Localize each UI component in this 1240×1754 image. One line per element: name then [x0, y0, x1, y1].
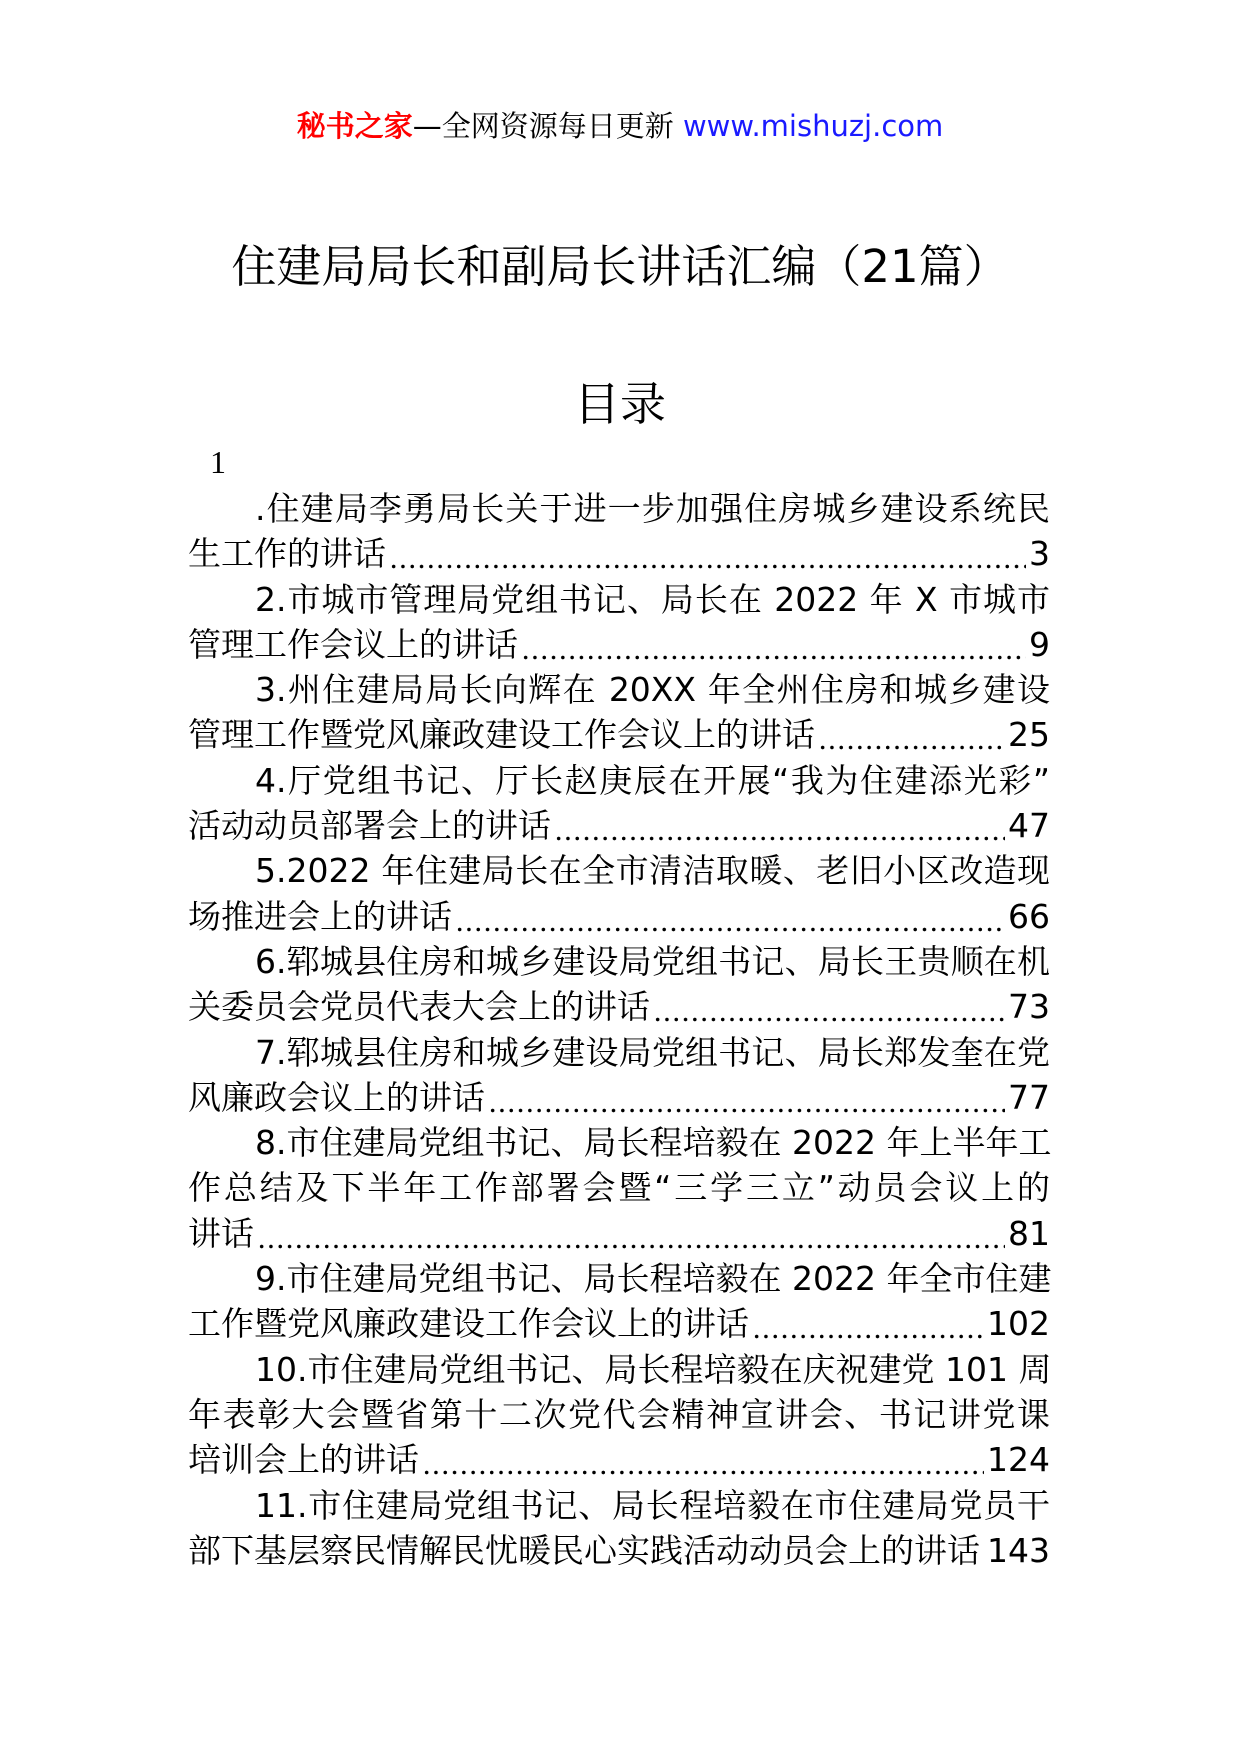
toc-entry-line[interactable]: [188, 1165, 1050, 1210]
toc-entry-line[interactable]: [188, 1211, 1050, 1256]
dot-leader: [389, 531, 1026, 576]
toc-page-number: 66: [1008, 896, 1050, 936]
toc-entry-text: 3.州住建局局长向辉在 20XX 年全州住房和城乡建设: [255, 670, 1050, 710]
document-title: 住建局局长和副局长讲话汇编（21篇）: [231, 240, 1009, 293]
dot-leader: [653, 984, 1005, 1029]
toc-entry-text: 8.市住建局党组书记、局长程培毅在 2022 年上半年工: [255, 1123, 1052, 1163]
toc-page-number: 124: [987, 1440, 1050, 1480]
toc-entry-line[interactable]: [188, 848, 1050, 893]
toc-entry-text: 10.市住建局党组书记、局长程培毅在庆祝建党 101 周: [255, 1349, 1052, 1389]
toc-entry-line[interactable]: [188, 486, 1050, 531]
toc-page-number: 73: [1008, 987, 1050, 1027]
toc-entry-text: 管理工作会议上的讲话: [188, 624, 518, 664]
toc-entry-text: .住建局李勇局长关于进一步加强住房城乡建设系统民: [255, 489, 1050, 528]
toc-entry-text: 作总结及下半年工作部署会暨“三学三立”动员会议上的: [188, 1168, 1050, 1208]
toc-heading: 目录: [574, 377, 666, 431]
toc-entry-line[interactable]: [188, 1437, 1050, 1482]
dot-leader: [257, 1211, 1005, 1256]
toc-entry-text: 讲话: [188, 1213, 254, 1253]
brand-name: 秘书之家: [296, 109, 413, 143]
toc-entry-line[interactable]: [188, 984, 1050, 1029]
toc-page-number: 9: [1029, 624, 1050, 664]
dot-leader: [983, 1528, 984, 1573]
toc-entry-text: 9.市住建局党组书记、局长程培毅在 2022 年全市住建: [255, 1259, 1052, 1299]
toc-entry-line[interactable]: [188, 531, 1050, 576]
toc-entry-text: 4.厅党组书记、厅长赵庚辰在开展“我为住建添光彩”: [255, 760, 1050, 800]
site-url-link[interactable]: www.mishuzj.com: [682, 109, 944, 143]
dot-leader: [818, 712, 1005, 757]
toc-page-number: 102: [987, 1304, 1050, 1344]
toc-entry-text: 活动动员部署会上的讲话: [188, 806, 551, 846]
toc-entry-text: 关委员会党员代表大会上的讲话: [188, 987, 650, 1027]
toc-entry-line[interactable]: [188, 1075, 1050, 1120]
toc-page-number: 77: [1008, 1077, 1050, 1117]
toc-entry-line[interactable]: [188, 712, 1050, 757]
toc-list: [188, 486, 1050, 1573]
banner-tagline: —全网资源每日更新: [412, 109, 683, 143]
toc-entry-text: 2.市城市管理局党组书记、局长在 2022 年 X 市城市: [255, 579, 1050, 619]
toc-entry-text: 管理工作暨党风廉政建设工作会议上的讲话: [188, 715, 815, 755]
toc-page-number: 143: [987, 1530, 1050, 1570]
toc-entry-line[interactable]: [188, 577, 1050, 622]
toc-entry-line[interactable]: [188, 622, 1050, 667]
toc-entry-text: 5.2022 年住建局长在全市清洁取暖、老旧小区改造现: [255, 851, 1050, 891]
dot-leader: [422, 1437, 984, 1482]
toc-entry-line[interactable]: [188, 803, 1050, 848]
toc-entry-text: 年表彰大会暨省第十二次党代会精神宣讲会、书记讲党课: [188, 1394, 1050, 1434]
toc-entry-line[interactable]: [188, 939, 1050, 984]
toc-entry-line[interactable]: [188, 758, 1050, 803]
toc-entry-line[interactable]: [188, 667, 1050, 712]
toc-entry-text: 培训会上的讲话: [188, 1440, 419, 1480]
toc-first-number: 1: [210, 444, 226, 480]
toc-entry-text: 6.郓城县住房和城乡建设局党组书记、局长王贵顺在机: [255, 941, 1050, 981]
toc-entry-line[interactable]: [188, 1256, 1050, 1301]
toc-entry-text: 11.市住建局党组书记、局长程培毅在市住建局党员干: [255, 1485, 1050, 1525]
toc-page-number: 81: [1008, 1213, 1050, 1253]
toc-entry-text: 风廉政会议上的讲话: [188, 1077, 485, 1117]
toc-entry-text: 场推进会上的讲话: [188, 896, 452, 936]
toc-entry-line[interactable]: [188, 1483, 1050, 1528]
dot-leader: [752, 1301, 984, 1346]
toc-entry-text: 部下基层察民情解民忧暖民心实践活动动员会上的讲话: [188, 1530, 980, 1570]
toc-entry-line[interactable]: [188, 1301, 1050, 1346]
site-banner: [0, 104, 1240, 145]
toc-entry-text: 7.郓城县住房和城乡建设局党组书记、局长郑发奎在党: [255, 1032, 1050, 1072]
toc-entry-line[interactable]: [188, 1392, 1050, 1437]
toc-entry-text: 生工作的讲话: [188, 534, 386, 574]
toc-entry-line[interactable]: [188, 1347, 1050, 1392]
toc-entry-line[interactable]: [188, 1030, 1050, 1075]
toc-entry-text: 工作暨党风廉政建设工作会议上的讲话: [188, 1304, 749, 1344]
toc-page-number: 47: [1008, 806, 1050, 846]
dot-leader: [554, 803, 1005, 848]
toc-page-number: 3: [1029, 534, 1050, 574]
dot-leader: [455, 894, 1005, 939]
toc-entry-line[interactable]: [188, 1120, 1050, 1165]
toc-entry-line[interactable]: [188, 894, 1050, 939]
toc-entry-line[interactable]: [188, 1528, 1050, 1573]
dot-leader: [521, 622, 1026, 667]
dot-leader: [488, 1075, 1005, 1120]
toc-page-number: 25: [1008, 715, 1050, 755]
